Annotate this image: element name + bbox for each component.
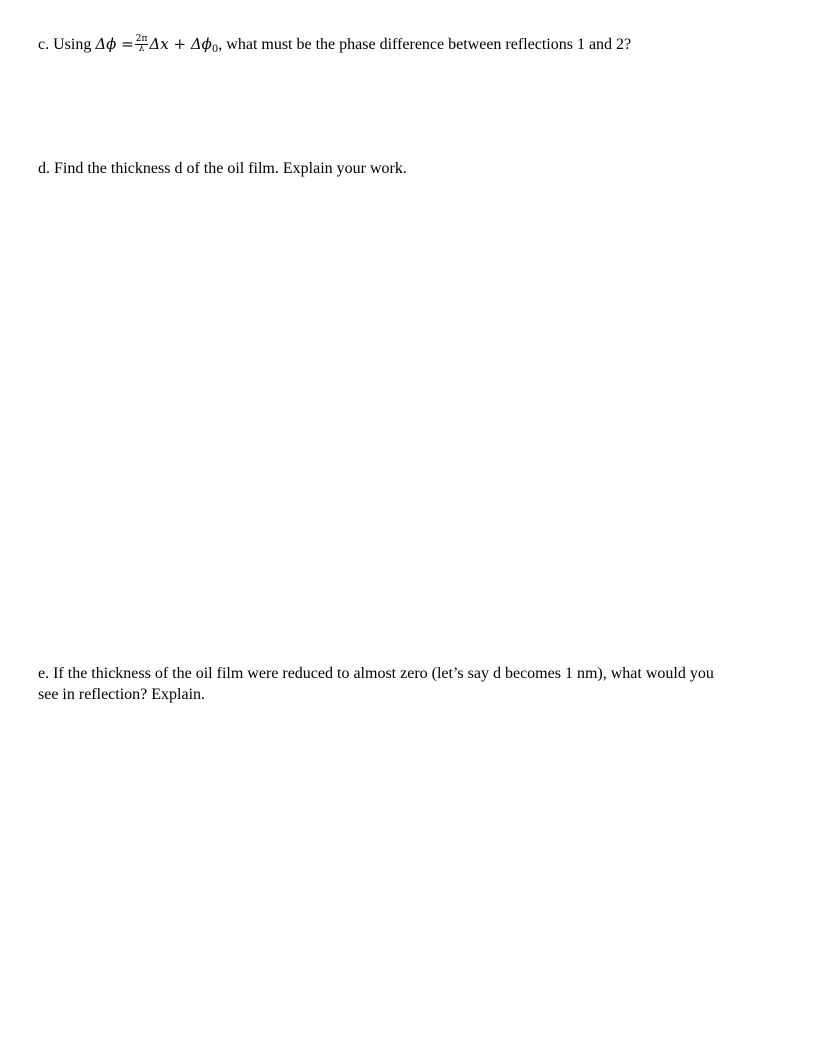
equation-plus: + [173,35,187,53]
equation-term2-subscript: 0 [211,44,219,55]
question-e: e. If the thickness of the oil film were reduced to almost zero (let’s say d becomes 1 nm), what would you see in reflection? Explain. [38,665,714,703]
question-c-prefix: c. Using [38,36,92,53]
equation-lhs: Δϕ [95,35,117,53]
question-c [38,34,738,60]
equation-equals: = [121,35,134,53]
question-c-suffix: , what must be the phase difference between reflections 1 and 2? [218,36,632,53]
phase-difference-equation [95,35,218,53]
equation-term1: Δx [149,35,169,53]
fraction-numerator: 2π [135,33,148,44]
question-d: d. Find the thickness d of the oil film. Explain your work. [38,160,407,177]
fraction-denominator: λ [138,43,145,54]
equation-fraction [135,35,149,54]
equation-term2: Δϕ [190,35,212,53]
